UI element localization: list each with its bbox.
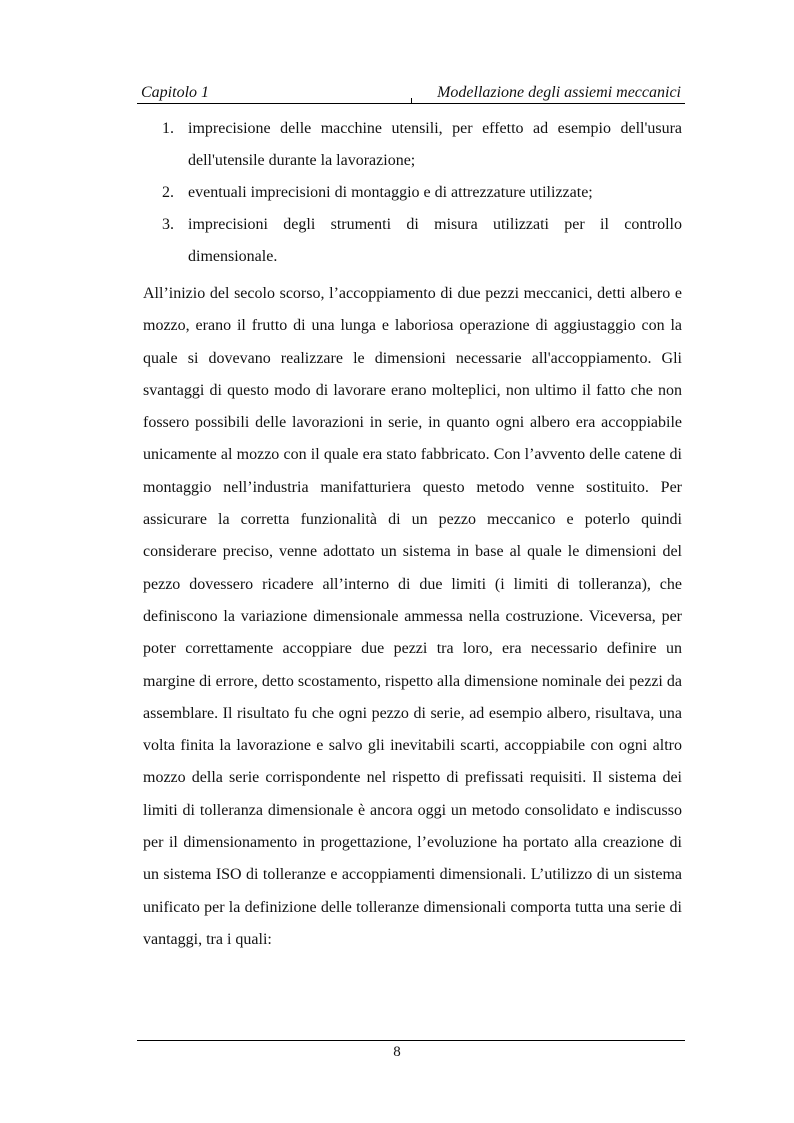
- numbered-list: [162, 113, 682, 273]
- page-number: 8: [393, 1044, 401, 1060]
- header-rule: [137, 103, 685, 104]
- list-item-text: imprecisione delle macchine utensili, per effetto ad esempio dell'usura dell'utensile durante la lavorazione;: [188, 120, 682, 169]
- body-paragraph: All’inizio del secolo scorso, l’accoppiamento di due pezzi meccanici, detti albero e mozzo, erano il frutto di una lunga e laboriosa operazione di aggiustaggio con la quale si dovevano realizzare le dimensioni necessarie all'accoppiamento. Gli svantaggi di questo modo di lavorare erano molteplici, non ultimo il fatto che non fossero possibili delle lavorazioni in serie, in quanto ogni albero era accoppiabile unicamente al mozzo con il quale era stato fabbricato. Con l’avvento delle catene di montaggio nell’industria manifatturiera questo metodo venne sostituito. Per assicurare la corretta funzionalità di un pezzo meccanico e poterlo quindi considerare preciso, venne adottato un sistema in base al quale le dimensioni del pezzo dovessero ricadere all’interno di due limiti (i limiti di tolleranza), che definiscono la variazione dimensionale ammessa nella costruzione. Viceversa, per poter correttamente accoppiare due pezzi tra loro, era necessario definire un margine di errore, detto scostamento, rispetto alla dimensione nominale dei pezzi da assemblare. Il risultato fu che ogni pezzo di serie, ad esempio albero, risultava, una volta finita la lavorazione e salvo gli inevitabili scarti, accoppiabile con ogni altro mozzo della serie corrispondente nel rispetto di prefissati requisiti. Il sistema dei limiti di tolleranza dimensionale è ancora oggi un metodo consolidato e indiscusso per il dimensionamento in progettazione, l’evoluzione ha portato alla creazione di un sistema ISO di tolleranze e accoppiamenti dimensionali. L’utilizzo di un sistema unificato per la definizione delle tolleranze dimensionali comporta tutta una serie di vantaggi, tra i quali:: [143, 285, 682, 948]
- list-item-text: imprecisioni degli strumenti di misura utilizzati per il controllo dimensionale.: [188, 216, 682, 265]
- header-rule-tick: [411, 98, 412, 103]
- chapter-label: Capitolo 1: [141, 84, 210, 101]
- footer-rule: [137, 1040, 685, 1041]
- list-item-text: eventuali imprecisioni di montaggio e di attrezzature utilizzate;: [188, 184, 593, 201]
- list-item: [162, 177, 682, 209]
- list-item-number: 3.: [162, 216, 174, 233]
- list-item-number: 1.: [162, 120, 174, 137]
- list-item: [162, 209, 682, 273]
- section-title: Modellazione degli assiemi meccanici: [437, 84, 681, 101]
- list-item-number: 2.: [162, 184, 174, 201]
- list-item: [162, 113, 682, 177]
